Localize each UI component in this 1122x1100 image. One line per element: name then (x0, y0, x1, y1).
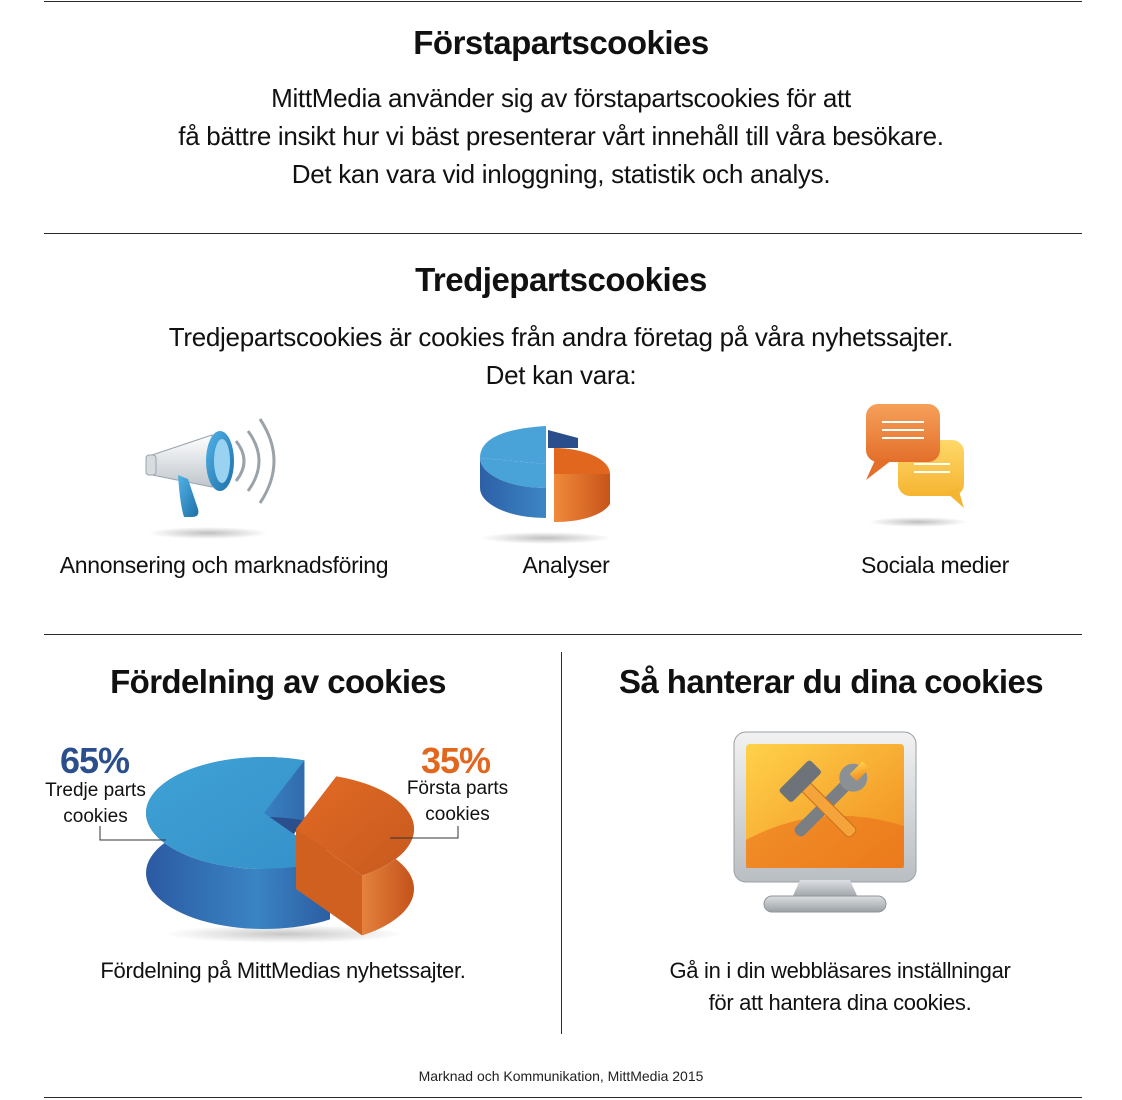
series-label-forsta-line: cookies (425, 804, 490, 825)
series-label-forsta-line: Första parts (406, 778, 509, 799)
series-label-tredje-line: cookies (63, 806, 128, 827)
third-party-title: Tredjepartscookies (415, 261, 707, 298)
value-label-forsta: 35% (421, 740, 491, 781)
manage-title: Så hanterar du dina cookies (619, 663, 1043, 700)
item-label-analytics: Analyser (522, 552, 610, 578)
section-divider (44, 634, 1082, 635)
value-label-tredje: 65% (60, 740, 130, 781)
manage-text (570, 955, 1110, 1019)
top-divider (44, 1, 1082, 2)
chat-bubbles-icon (858, 400, 978, 530)
manage-line: för att hantera dina cookies. (708, 990, 972, 1015)
third-party-text (0, 318, 1122, 394)
first-party-title: Förstapartscookies (413, 24, 709, 61)
first-party-line: Det kan vara vid inloggning, statistik och analys. (291, 159, 831, 189)
item-label-advertising: Annonsering och marknadsföring (59, 552, 389, 578)
series-label-forsta (400, 776, 515, 828)
first-party-line: få bättre insikt hur vi bäst presenterar vårt innehåll till våra besökare. (178, 121, 944, 151)
third-party-line: Tredjepartscookies är cookies från andra företag på våra nyhetssajter. (168, 322, 954, 352)
manage-line: Gå in i din webbläsares inställningar (669, 958, 1011, 983)
pie-chart-icon (468, 418, 628, 548)
section-divider (44, 233, 1082, 234)
distribution-caption: Fördelning på MittMedias nyhetssajter. (100, 958, 466, 983)
series-label-tredje (38, 778, 153, 830)
third-party-line: Det kan vara: (485, 360, 637, 390)
monitor-tools-icon (730, 730, 920, 920)
first-party-text (0, 79, 1122, 193)
column-divider (561, 652, 562, 1034)
distribution-title: Fördelning av cookies (110, 663, 446, 700)
bottom-divider (44, 1097, 1082, 1098)
first-party-line: MittMedia använder sig av förstapartscookies för att (271, 83, 851, 113)
item-label-social-media: Sociala medier (861, 552, 1009, 578)
footer-credit: Marknad och Kommunikation, MittMedia 2015 (418, 1068, 704, 1084)
megaphone-icon (140, 405, 310, 545)
series-label-tredje-line: Tredje parts (45, 780, 146, 801)
